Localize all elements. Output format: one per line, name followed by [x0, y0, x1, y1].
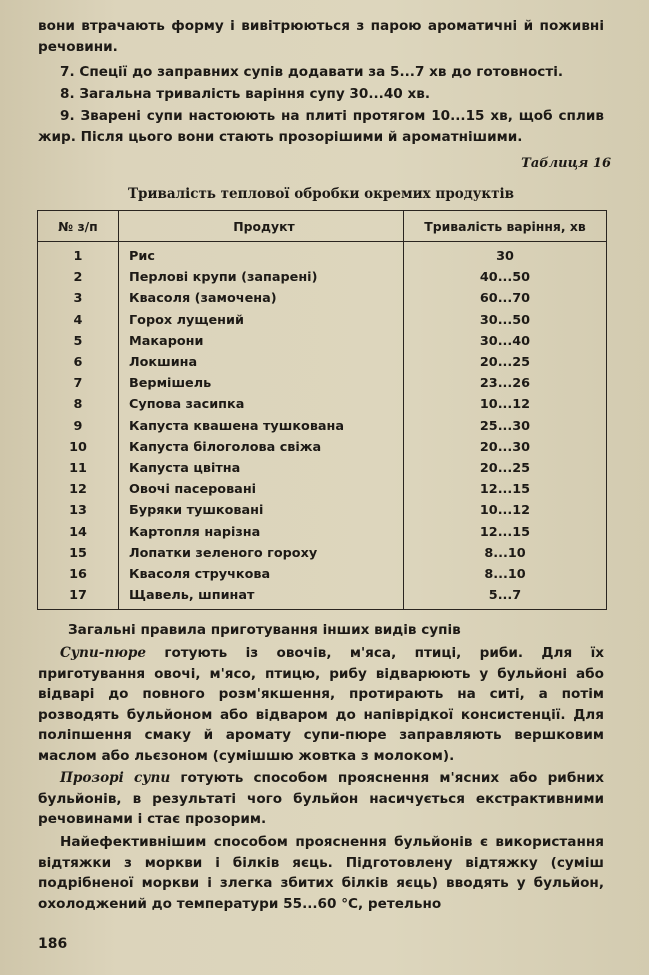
row-product: Овочі пасеровані: [119, 479, 404, 500]
row-duration: 30: [404, 242, 607, 268]
row-number: 4: [38, 310, 119, 331]
row-product: Рис: [119, 242, 404, 268]
table-row: [38, 479, 607, 500]
table-row: [38, 331, 607, 352]
row-number: 3: [38, 288, 119, 309]
table-row: [38, 394, 607, 415]
section-title: Загальні правила приготування інших видів супів: [68, 622, 461, 638]
row-number: 6: [38, 352, 119, 373]
row-duration: 12...15: [404, 479, 607, 500]
row-product: Супова засипка: [119, 394, 404, 415]
row-duration: 30...50: [404, 310, 607, 331]
row-product: Вермішель: [119, 373, 404, 394]
row-product: Щавель, шпинат: [119, 585, 404, 610]
table-row: [38, 543, 607, 564]
row-number: 9: [38, 416, 119, 437]
row-product: Капуста квашена тушкована: [119, 416, 404, 437]
row-product: Картопля нарізна: [119, 521, 404, 542]
row-product: Квасоля стручкова: [119, 564, 404, 585]
row-duration: 20...25: [404, 458, 607, 479]
cooking-time-table: [37, 210, 607, 610]
rule-item-8: 8. Загальна тривалість варіння супу 30...40 хв.: [60, 86, 431, 102]
table-row: [38, 437, 607, 458]
header-product: Продукт: [119, 211, 404, 242]
row-duration: 5...7: [404, 585, 607, 610]
row-number: 16: [38, 564, 119, 585]
row-product: Локшина: [119, 352, 404, 373]
paragraph-soup-puree: [38, 643, 604, 766]
row-duration: 8...10: [404, 564, 607, 585]
table-body: [38, 242, 607, 610]
row-duration: 20...25: [404, 352, 607, 373]
table-row: [38, 416, 607, 437]
row-duration: 8...10: [404, 543, 607, 564]
page-number: 186: [38, 936, 68, 952]
table-row: [38, 288, 607, 309]
table-caption: Таблиця 16: [521, 156, 611, 171]
row-product: Квасоля (замочена): [119, 288, 404, 309]
table-row: [38, 373, 607, 394]
row-number: 7: [38, 373, 119, 394]
row-product: Горох лущений: [119, 310, 404, 331]
header-duration: Тривалість варіння, хв: [404, 211, 607, 242]
table-row: [38, 564, 607, 585]
header-number: № з/п: [38, 211, 119, 242]
row-duration: 10...12: [404, 394, 607, 415]
row-number: 15: [38, 543, 119, 564]
intro-continuation: вони втрачають форму і вивітрюються з парою ароматичні й поживні речовини.: [38, 18, 604, 55]
row-number: 10: [38, 437, 119, 458]
table-row: [38, 458, 607, 479]
row-number: 2: [38, 267, 119, 288]
table-row: [38, 352, 607, 373]
row-duration: 25...30: [404, 416, 607, 437]
row-number: 1: [38, 242, 119, 268]
table-row: [38, 242, 607, 268]
row-number: 17: [38, 585, 119, 610]
paragraph-clarification: Найефективнішим способом прояснення бульйонів є використання відтяжки з моркви і білків яєць. Підготовлену відтяжку (суміш подрібненої моркви і злегка збитих білків яєць) вводять у бульйон, охолоджений до температури 55...60 °С, ретельно: [38, 834, 604, 912]
row-product: Перлові крупи (запарені): [119, 267, 404, 288]
row-number: 13: [38, 500, 119, 521]
rule-item-9: 9. Зварені супи настоюють на плиті протягом 10...15 хв, щоб сплив жир. Після цього вони стають прозорішими й ароматнішими.: [38, 108, 604, 145]
table-row: [38, 585, 607, 610]
row-duration: 12...15: [404, 521, 607, 542]
table-row: [38, 310, 607, 331]
table-row: [38, 521, 607, 542]
rule-item-7: 7. Спеції до заправних супів додавати за 5...7 хв до готовності.: [60, 64, 564, 80]
table-title: Тривалість теплової обробки окремих продуктів: [127, 186, 515, 202]
row-product: Лопатки зеленого гороху: [119, 543, 404, 564]
row-duration: 30...40: [404, 331, 607, 352]
row-product: Буряки тушковані: [119, 500, 404, 521]
paragraph-clear-soups: [38, 768, 604, 830]
row-product: Капуста цвітна: [119, 458, 404, 479]
row-product: Капуста білоголова свіжа: [119, 437, 404, 458]
table-row: [38, 267, 607, 288]
row-duration: 60...70: [404, 288, 607, 309]
row-number: 14: [38, 521, 119, 542]
row-duration: 10...12: [404, 500, 607, 521]
row-number: 11: [38, 458, 119, 479]
term-soup-puree: Супи-пюре: [60, 645, 147, 661]
row-number: 5: [38, 331, 119, 352]
paragraph-soup-puree-text: готують із овочів, м'яса, птиці, риби. Для їх приготування овочі, м'ясо, птицю, рибу відварюють у бульйоні або відварі до повного розм'якшення, протирають на ситі, а потім розводять бульйоном або відваром до напіврідкої консистенції. Для поліпшення смаку й аромату супи-пюре заправляють вершковим маслом або льєзоном (сумішшю жовтка з молоком).: [38, 645, 604, 764]
row-duration: 20...30: [404, 437, 607, 458]
row-number: 8: [38, 394, 119, 415]
term-clear-soups: Прозорі супи: [60, 770, 171, 786]
table-row: [38, 500, 607, 521]
row-product: Макарони: [119, 331, 404, 352]
row-duration: 23...26: [404, 373, 607, 394]
row-number: 12: [38, 479, 119, 500]
paragraph-clear-soups-text: готують способом прояснення м'ясних або рибних бульйонів, в результаті чого бульйон насичується екстрактивними речовинами і стає прозорим.: [38, 770, 605, 827]
table-header-row: [38, 211, 607, 242]
row-duration: 40...50: [404, 267, 607, 288]
